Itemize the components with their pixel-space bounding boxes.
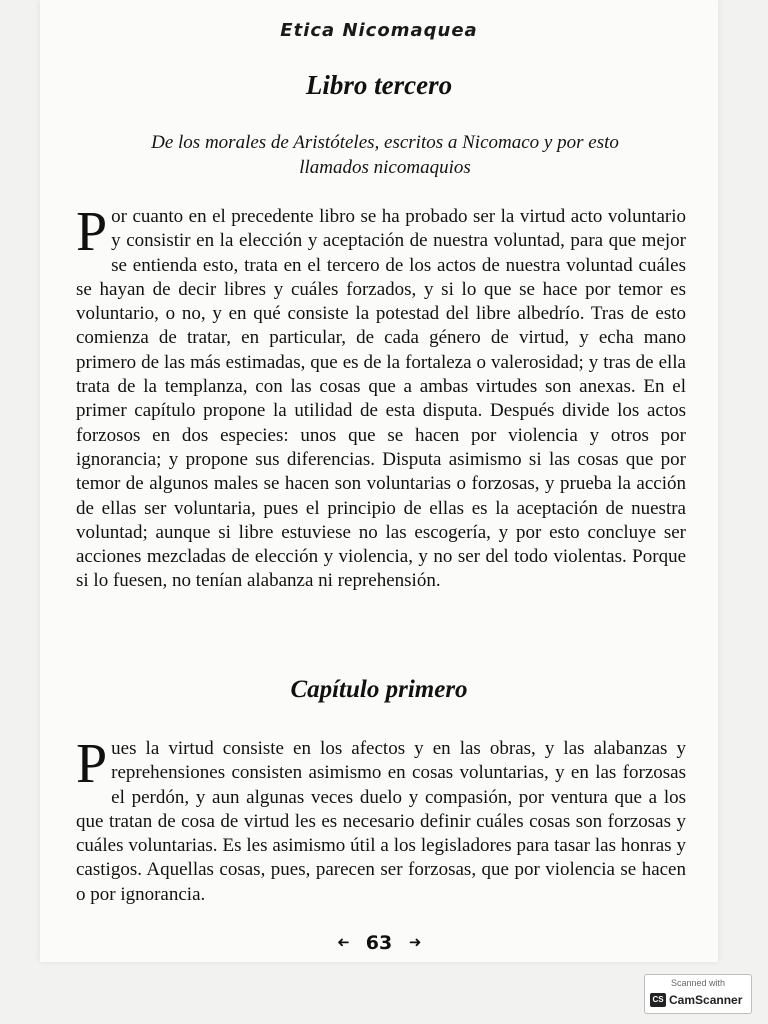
- camscanner-logo-icon: CS: [650, 993, 666, 1007]
- camscanner-brand-row: [650, 992, 742, 1008]
- book-subtitle: [95, 130, 675, 180]
- argument-text: or cuanto en el precedente libro se ha probado ser la virtud acto voluntario y consistir en la elección y aceptación de nuestra voluntad, para que mejor se entienda esto, trata en el tercero de los actos de nuestra voluntad cuáles se hayan de decir libres y cuáles forzados, y si lo que se hace por temor es voluntario, o no, y en qué consiste la potestad del libre albedrío. Tras de esto comienza de tratar, en particular, de cada género de virtud, y echa mano primero de las más estimadas, que es de la fortaleza o valerosidad; y tras de ella trata de la templanza, con las cosas que a ambas virtudes son anexas. En el primer capítulo propone la utilidad de esta disputa. Después divide los actos forzosos en dos especies: unos que se hacen por violencia y otros por ignorancia; y propone sus diferencias. Disputa asimismo si las cosas que por temor de algunos males se hacen son voluntarias o forzosas, y prueba la acción de ellas ser voluntaria, pues el principio de ellas es la aceptación de nuestra voluntad; aunque si libre estuviese no las escogería, y por esto concluye ser acciones mezcladas de elección y violencia, y no ser del todo violentas. Porque si lo fuesen, no tenían alabanza ni reprehensión.: [76, 206, 686, 592]
- left-arrow-ornament: ➜: [336, 933, 350, 951]
- camscanner-watermark: [644, 974, 752, 1014]
- chapter-text: ues la virtud consiste en los afectos y en las obras, y las alabanzas y reprehensiones consisten asimismo en cosas voluntarias, y en las forzosas el perdón, y aun algunas veces duelo y compasión, por ventura que a los que tratan de cosa de virtud les es necesario definir cuáles cosas son forzosas y cuáles voluntarias. Es les asimismo útil a los legisladores para tasar las honras y castigos. Aquellas cosas, pues, parecen ser forzosas, que por violencia se hacen o por ignorancia.: [76, 738, 686, 905]
- right-arrow-ornament: ➜: [408, 933, 422, 951]
- book-title: Libro tercero: [305, 70, 453, 100]
- book-page: [40, 0, 718, 962]
- page-number: 63: [365, 932, 393, 954]
- drop-cap: P: [76, 201, 108, 263]
- drop-cap: P: [76, 733, 108, 795]
- chapter-title: Capítulo primero: [290, 676, 468, 703]
- chapter-paragraph: [76, 733, 686, 907]
- camscanner-brand: CamScanner: [669, 993, 743, 1007]
- argument-paragraph: [76, 201, 686, 594]
- page-number-footer: [40, 932, 718, 954]
- scanned-with-label: Scanned with: [670, 978, 726, 988]
- subtitle-line-1: De los morales de Aristóteles, escritos a Nicomaco y por esto: [151, 132, 619, 153]
- subtitle-line-2: llamados nicomaquios: [299, 157, 471, 178]
- running-head: Etica Nicomaquea: [280, 20, 478, 41]
